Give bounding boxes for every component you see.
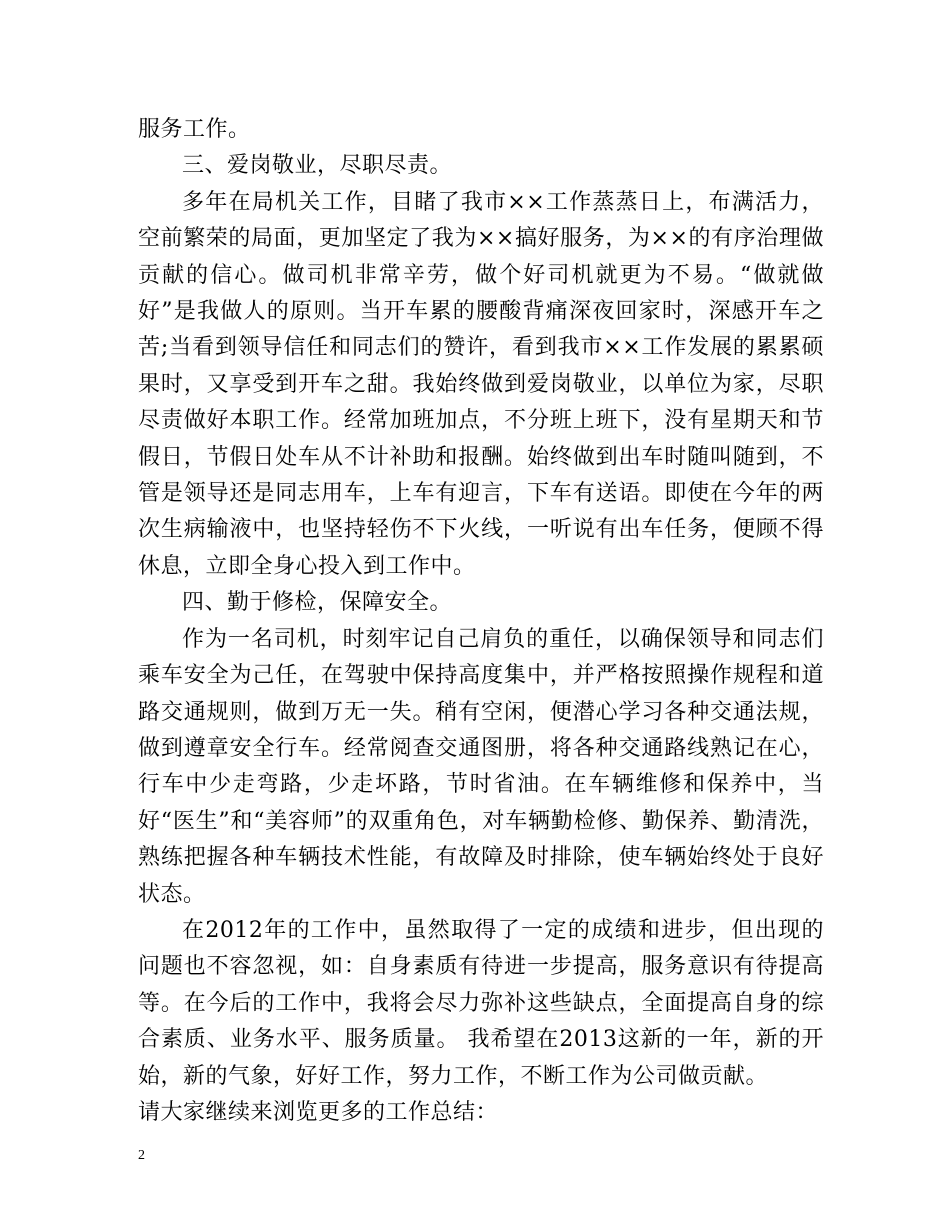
body-text bbox=[138, 112, 824, 1131]
paragraph-service-work-end: 服务工作。 bbox=[138, 117, 251, 142]
paragraph-dedication: 多年在局机关工作，目睹了我市××工作蒸蒸日上，布满活力，空前繁荣的局面，更加坚定了我为××搞好服务，为××的有序治理做贡献的信心。做司机非常辛劳，做个好司机就更为不易。“做就做好”是我做人的原则。当开车累的腰酸背痛深夜回家时，深感开车之苦;当看到领导信任和同志们的赞许，看到我市××工作发展的累累硕果时，又享受到开车之甜。我始终做到爱岗敬业，以单位为家，尽职尽责做好本职工作。经常加班加点，不分班上班下，没有星期天和节假日，节假日处车从不计补助和报酬。始终做到出车时随叫随到，不管是领导还是同志用车，上车有迎言，下车有送语。即使在今年的两次生病输液中，也坚持轻伤不下火线，一听说有出车任务，便顾不得休息，立即全身心投入到工作中。 bbox=[138, 189, 824, 579]
heading-section-four: 四、勤于修检，保障安全。 bbox=[182, 590, 453, 616]
paragraph-closing-link-text: 请大家继续来浏览更多的工作总结： bbox=[138, 1099, 499, 1125]
paragraph-summary: 在2012年的工作中，虽然取得了一定的成绩和进步，但出现的问题也不容忽视，如：自身素质有待进一步提高，服务意识有待提高等。在今后的工作中，我将会尽力弥补这些缺点，全面提高自身的综合素质、业务水平、服务质量。 我希望在2013这新的一年，新的开始，新的气象，好好工作，努力工作，不断工作为公司做贡献。 bbox=[138, 917, 824, 1089]
page-number: 2 bbox=[138, 1148, 145, 1163]
paragraph-safety: 作为一名司机，时刻牢记自己肩负的重任，以确保领导和同志们乘车安全为己任，在驾驶中保持高度集中，并严格按照操作规程和道路交通规则，做到万无一失。稍有空闲，便潜心学习各种交通法规，做到遵章安全行车。经常阅查交通图册，将各种交通路线熟记在心，行车中少走弯路，少走坏路，节时省油。在车辆维修和保养中，当好“医生”和“美容师”的双重角色，对车辆勤检修、勤保养、勤清洗，熟练把握各种车辆技术性能，有故障及时排除，使车辆始终处于良好状态。 bbox=[138, 626, 824, 907]
heading-section-three: 三、爱岗敬业，尽职尽责。 bbox=[182, 153, 453, 179]
